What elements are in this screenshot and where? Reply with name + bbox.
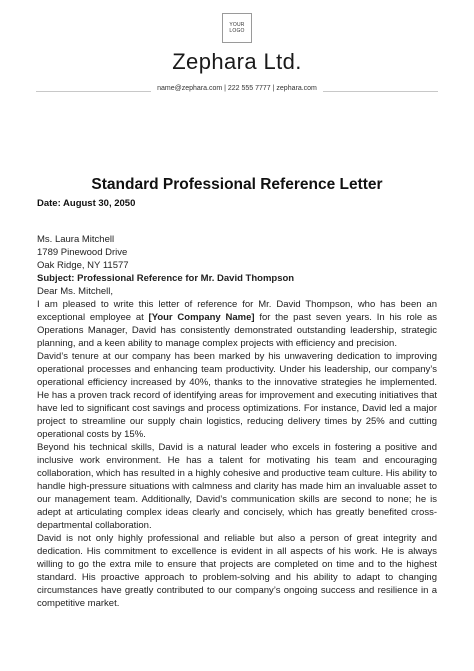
paragraph-2: David’s tenure at our company has been marked by his unwavering dedication to improving operational processes and enhancing team productivity. Under his leadership, our company’s operational efficiency increased by 40%, thanks to the innovative strategies he implemented. He has a proven track record of identifying areas for improvement and executing initiatives that have led to significant cost savings and process optimizations. For instance, David led a major project to streamline our supply chain logistics, reducing delivery times by 25% and cutting operational costs by 15%. <box>37 351 437 440</box>
paragraph-1-start: I am pleased to write this letter of reference for Mr. David Thompson, who has been an exceptional employee at <box>37 299 437 323</box>
letter-subject: Subject: Professional Reference for Mr. David Thompson <box>37 273 295 284</box>
letter-date: Date: August 30, 2050 <box>37 198 136 209</box>
paragraph-4: David is not only highly professional and reliable but also a person of great integrity and dedication. His commitment to excellence is evident in all aspects of his work. He is always willing to go the extra mile to ensure that projects are completed on time and to the highest standard. His proactive approach to problem-solving and his ability to adapt to changing circumstances have greatly contributed to our company’s ongoing success and resilience in a competitive market. <box>37 533 437 609</box>
recipient-city: Oak Ridge, NY 11577 <box>37 260 129 271</box>
company-placeholder: [Your Company Name] <box>148 312 255 323</box>
paragraph-3: Beyond his technical skills, David is a natural leader who excels in fostering a positive and inclusive work environment. He has a talent for motivating his team and encouraging collaboration, which has resulted in a highly cohesive and productive team culture. His ability to handle high-pressure situations with calmness and clarity has made him an invaluable asset to our management team. Additionally, David’s communication skills are second to none; he is adept at articulating complex ideas clearly and concisely, which has greatly benefited cross-departmental collaboration. <box>37 442 437 531</box>
letter-body <box>37 233 437 610</box>
letter-title: Standard Professional Reference Letter <box>91 176 383 193</box>
paragraph-1-end: for the past seven years. In his role as Operations Manager, David has consistently demonstrated outstanding leadership, strategic planning, and a keen ability to manage complex projects with efficiency and precision. <box>37 312 438 349</box>
logo-text-line1: YOUR <box>229 22 245 28</box>
contact-info <box>0 85 474 92</box>
company-logo <box>222 13 252 43</box>
recipient-name: Ms. Laura Mitchell <box>37 234 115 245</box>
salutation: Dear Ms. Mitchell, <box>37 286 114 297</box>
company-name: Zephara Ltd. <box>172 49 302 74</box>
logo-text-line2: LOGO <box>229 28 245 34</box>
paragraph-1 <box>37 298 437 350</box>
contact-text: name@zephara.com | 222 555 7777 | zephara.com <box>151 85 323 92</box>
recipient-street: 1789 Pinewood Drive <box>37 247 128 258</box>
